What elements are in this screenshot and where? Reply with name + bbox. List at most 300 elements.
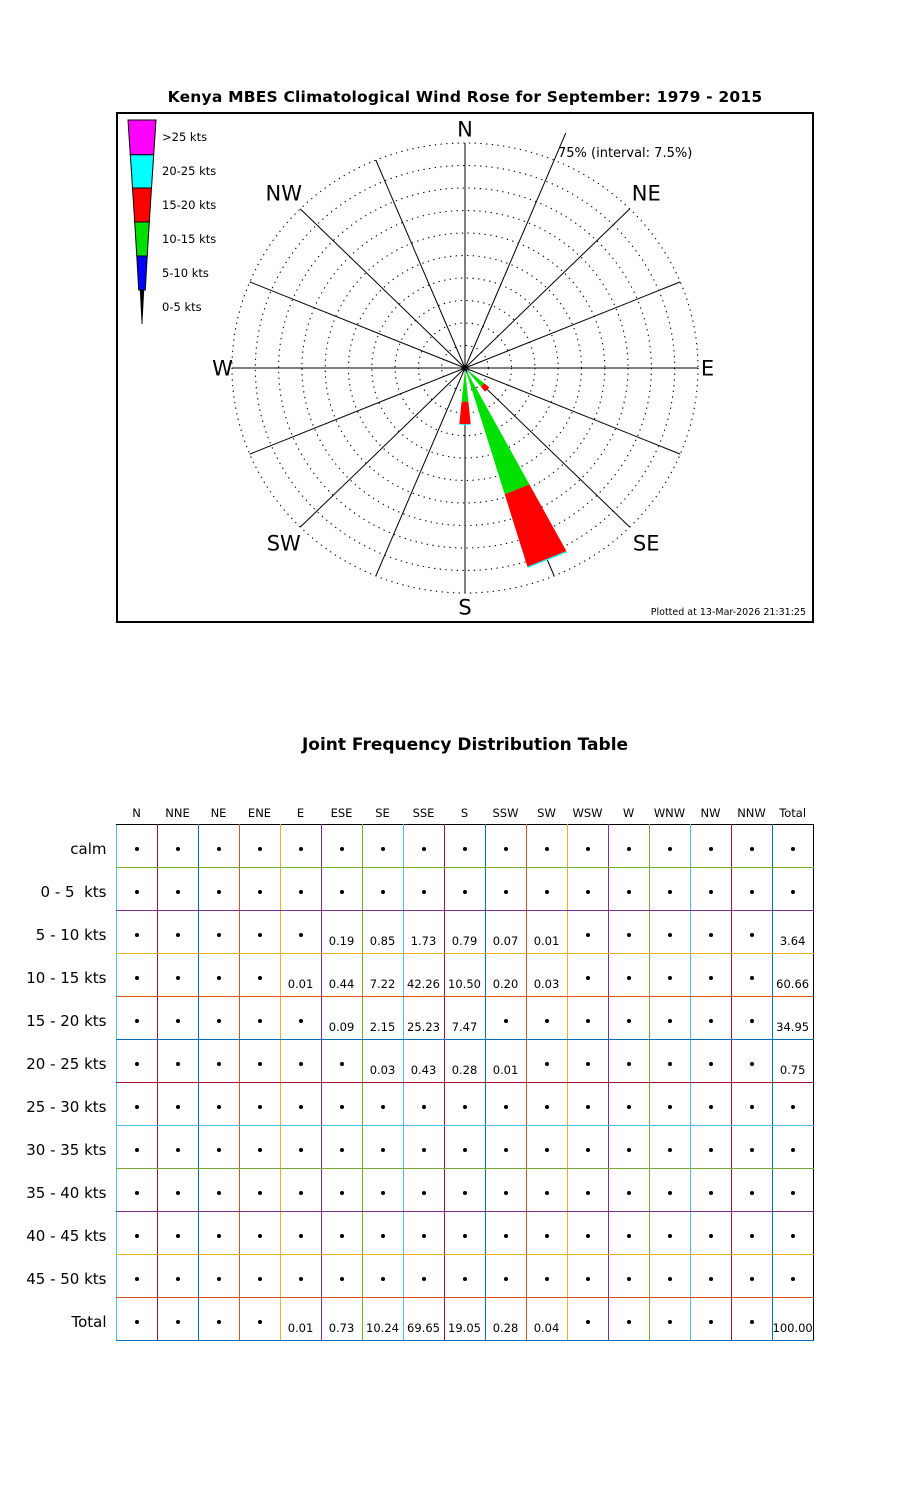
table-cell: 7.22 — [362, 953, 403, 996]
row-label: 20 - 25 kts — [26, 1055, 107, 1073]
empty-value-dot — [668, 1277, 672, 1281]
empty-value-dot — [750, 1320, 754, 1324]
empty-value-dot — [750, 1277, 754, 1281]
table-cell — [649, 910, 690, 953]
empty-value-dot — [176, 1105, 180, 1109]
empty-value-dot — [258, 1234, 262, 1238]
empty-value-dot — [463, 890, 467, 894]
empty-value-dot — [504, 1148, 508, 1152]
table-cell — [280, 996, 321, 1039]
table-cell — [690, 1168, 731, 1211]
empty-value-dot — [176, 1148, 180, 1152]
compass-label: SE — [632, 531, 660, 556]
table-cell — [567, 867, 608, 910]
table-cell — [731, 996, 772, 1039]
table-cell — [403, 1211, 444, 1254]
empty-value-dot — [627, 1105, 631, 1109]
empty-value-dot — [381, 847, 385, 851]
table-row — [24, 1254, 813, 1297]
column-header: ENE — [247, 805, 272, 820]
table-cell — [444, 867, 485, 910]
empty-value-dot — [217, 1234, 221, 1238]
table-cell — [362, 867, 403, 910]
plot-timestamp: Plotted at 13-Mar-2026 21:31:25 — [650, 607, 806, 618]
empty-value-dot — [135, 890, 139, 894]
table-cell — [321, 1125, 362, 1168]
table-cell — [567, 910, 608, 953]
table-cell — [321, 824, 362, 867]
table-cell — [321, 1254, 362, 1297]
legend-swatch — [130, 155, 153, 188]
table-cell: 0.01 — [280, 953, 321, 996]
empty-value-dot — [545, 1148, 549, 1152]
table-cell — [649, 953, 690, 996]
table-cell — [731, 1082, 772, 1125]
table-cell — [649, 1039, 690, 1082]
column-header: S — [460, 805, 469, 820]
empty-value-dot — [381, 1148, 385, 1152]
row-label: 35 - 40 kts — [26, 1184, 107, 1202]
empty-value-dot — [627, 1019, 631, 1023]
table-cell — [116, 867, 157, 910]
table-cell — [239, 824, 280, 867]
empty-value-dot — [627, 1277, 631, 1281]
table-cell — [280, 1254, 321, 1297]
table-cell — [608, 1297, 649, 1340]
empty-value-dot — [750, 1019, 754, 1023]
table-cell — [362, 1254, 403, 1297]
empty-value-dot — [586, 1234, 590, 1238]
empty-value-dot — [668, 1234, 672, 1238]
table-cell — [731, 1297, 772, 1340]
row-label: 45 - 50 kts — [26, 1270, 107, 1288]
table-cell: 0.01 — [280, 1297, 321, 1340]
table-cell — [526, 1082, 567, 1125]
table-cell — [772, 1211, 813, 1254]
table-cell — [239, 1039, 280, 1082]
table-cell — [649, 867, 690, 910]
table-cell — [485, 1125, 526, 1168]
table-cell — [649, 1082, 690, 1125]
table-cell — [444, 1211, 485, 1254]
table-cell: 0.73 — [321, 1297, 362, 1340]
empty-value-dot — [258, 976, 262, 980]
empty-value-dot — [545, 1105, 549, 1109]
table-cell — [116, 953, 157, 996]
table-cell — [362, 824, 403, 867]
empty-value-dot — [463, 847, 467, 851]
empty-value-dot — [217, 1320, 221, 1324]
table-cell — [526, 1125, 567, 1168]
empty-value-dot — [217, 1277, 221, 1281]
table-cell — [444, 824, 485, 867]
empty-value-dot — [504, 847, 508, 851]
table-cell — [157, 996, 198, 1039]
table-cell — [567, 1039, 608, 1082]
empty-value-dot — [299, 1019, 303, 1023]
empty-value-dot — [463, 1277, 467, 1281]
table-cell — [116, 1211, 157, 1254]
table-cell — [526, 1254, 567, 1297]
empty-value-dot — [299, 1062, 303, 1066]
table-cell — [690, 1125, 731, 1168]
table-cell — [362, 1125, 403, 1168]
empty-value-dot — [586, 1277, 590, 1281]
empty-value-dot — [135, 1062, 139, 1066]
table-cell — [526, 1168, 567, 1211]
empty-value-dot — [750, 1148, 754, 1152]
table-row — [24, 1125, 813, 1168]
empty-value-dot — [668, 890, 672, 894]
empty-value-dot — [381, 1277, 385, 1281]
empty-value-dot — [750, 1234, 754, 1238]
empty-value-dot — [381, 1105, 385, 1109]
empty-value-dot — [176, 1019, 180, 1023]
legend-swatch — [137, 256, 147, 290]
table-cell — [198, 1082, 239, 1125]
empty-value-dot — [750, 1105, 754, 1109]
table-cell — [485, 1168, 526, 1211]
empty-value-dot — [791, 1277, 795, 1281]
empty-value-dot — [586, 1019, 590, 1023]
empty-value-dot — [258, 933, 262, 937]
empty-value-dot — [217, 847, 221, 851]
table-cell: 60.66 — [772, 953, 813, 996]
table-cell — [239, 1254, 280, 1297]
empty-value-dot — [791, 1148, 795, 1152]
table-row — [24, 1082, 813, 1125]
empty-value-dot — [135, 1019, 139, 1023]
table-cell — [690, 867, 731, 910]
table-cell: 0.20 — [485, 953, 526, 996]
empty-value-dot — [258, 847, 262, 851]
empty-value-dot — [709, 1320, 713, 1324]
table-cell — [567, 1254, 608, 1297]
table-cell — [198, 953, 239, 996]
row-label: 25 - 30 kts — [26, 1098, 107, 1116]
table-cell — [731, 1168, 772, 1211]
rose-spoke — [250, 282, 465, 368]
table-cell — [239, 1125, 280, 1168]
empty-value-dot — [258, 890, 262, 894]
empty-value-dot — [381, 1234, 385, 1238]
table-cell: 0.01 — [526, 910, 567, 953]
table-cell — [157, 824, 198, 867]
table-header-row — [24, 798, 813, 824]
table-cell — [772, 867, 813, 910]
empty-value-dot — [422, 1191, 426, 1195]
column-header: ESE — [330, 805, 353, 820]
empty-value-dot — [709, 1105, 713, 1109]
empty-value-dot — [340, 1191, 344, 1195]
empty-value-dot — [258, 1105, 262, 1109]
table-cell — [567, 1082, 608, 1125]
table-cell — [731, 953, 772, 996]
empty-value-dot — [340, 1277, 344, 1281]
table-cell: 25.23 — [403, 996, 444, 1039]
empty-value-dot — [463, 1148, 467, 1152]
table-cell: 10.50 — [444, 953, 485, 996]
empty-value-dot — [709, 1019, 713, 1023]
table-cell — [608, 953, 649, 996]
column-header: SW — [537, 805, 556, 820]
empty-value-dot — [791, 890, 795, 894]
table-cell — [403, 1082, 444, 1125]
table-cell — [649, 1297, 690, 1340]
empty-value-dot — [299, 1105, 303, 1109]
empty-value-dot — [709, 933, 713, 937]
table-cell — [485, 867, 526, 910]
table-row — [24, 824, 813, 867]
column-header: Total — [779, 805, 807, 820]
empty-value-dot — [258, 1320, 262, 1324]
empty-value-dot — [668, 1062, 672, 1066]
empty-value-dot — [709, 1148, 713, 1152]
compass-label: S — [458, 595, 472, 620]
table-cell — [198, 1254, 239, 1297]
empty-value-dot — [299, 1191, 303, 1195]
legend-swatch — [135, 222, 150, 256]
table-cell — [608, 1039, 649, 1082]
table-cell — [526, 1211, 567, 1254]
table-cell — [608, 1125, 649, 1168]
rose-petal-band — [459, 424, 471, 425]
empty-value-dot — [627, 1234, 631, 1238]
table-cell — [649, 996, 690, 1039]
empty-value-dot — [340, 847, 344, 851]
empty-value-dot — [586, 1148, 590, 1152]
table-cell — [649, 1254, 690, 1297]
empty-value-dot — [750, 1062, 754, 1066]
empty-value-dot — [176, 890, 180, 894]
empty-value-dot — [217, 1105, 221, 1109]
table-row — [24, 953, 813, 996]
table-cell — [403, 1254, 444, 1297]
table-cell — [239, 953, 280, 996]
empty-value-dot — [709, 1234, 713, 1238]
table-cell — [690, 1082, 731, 1125]
table-cell — [690, 1211, 731, 1254]
table-cell — [321, 1039, 362, 1082]
rose-petal-band — [467, 373, 530, 495]
rose-spoke — [465, 133, 566, 368]
row-label: 30 - 35 kts — [26, 1141, 107, 1159]
table-cell — [485, 996, 526, 1039]
rose-petal-band — [459, 402, 470, 424]
empty-value-dot — [176, 933, 180, 937]
empty-value-dot — [504, 890, 508, 894]
table-cell — [198, 996, 239, 1039]
table-cell — [157, 1082, 198, 1125]
empty-value-dot — [381, 890, 385, 894]
table-cell — [239, 996, 280, 1039]
column-header: SSW — [492, 805, 519, 820]
empty-value-dot — [135, 1191, 139, 1195]
table-cell — [772, 824, 813, 867]
rose-spoke — [376, 368, 465, 576]
table-cell: 19.05 — [444, 1297, 485, 1340]
table-cell — [280, 1211, 321, 1254]
rose-spoke — [250, 368, 465, 454]
table-cell — [198, 910, 239, 953]
table-row — [24, 996, 813, 1039]
table-cell — [485, 1254, 526, 1297]
table-cell: 1.73 — [403, 910, 444, 953]
table-cell: 0.28 — [444, 1039, 485, 1082]
empty-value-dot — [750, 1191, 754, 1195]
empty-value-dot — [791, 1191, 795, 1195]
empty-value-dot — [545, 847, 549, 851]
rose-petal-band — [505, 484, 567, 566]
table-cell — [157, 953, 198, 996]
empty-value-dot — [135, 1277, 139, 1281]
empty-value-dot — [217, 1148, 221, 1152]
table-cell — [116, 910, 157, 953]
table-cell: 34.95 — [772, 996, 813, 1039]
rose-spoke — [465, 282, 680, 368]
table-cell: 0.79 — [444, 910, 485, 953]
table-cell: 0.28 — [485, 1297, 526, 1340]
table-cell — [239, 867, 280, 910]
joint-frequency-table — [24, 798, 814, 1341]
column-header: NNE — [165, 805, 190, 820]
empty-value-dot — [791, 847, 795, 851]
table-cell — [157, 1297, 198, 1340]
wind-rose-plot-box — [116, 112, 814, 623]
empty-value-dot — [463, 1191, 467, 1195]
table-cell — [321, 1082, 362, 1125]
empty-value-dot — [176, 976, 180, 980]
table-cell: 0.03 — [362, 1039, 403, 1082]
empty-value-dot — [340, 890, 344, 894]
table-cell — [157, 867, 198, 910]
legend-label: 0-5 kts — [162, 300, 202, 314]
table-cell: 0.85 — [362, 910, 403, 953]
empty-value-dot — [463, 1105, 467, 1109]
table-cell — [608, 867, 649, 910]
table-cell — [403, 867, 444, 910]
empty-value-dot — [422, 1148, 426, 1152]
table-cell — [444, 1125, 485, 1168]
empty-value-dot — [504, 1105, 508, 1109]
table-cell — [321, 1168, 362, 1211]
empty-value-dot — [709, 1277, 713, 1281]
empty-value-dot — [504, 1191, 508, 1195]
empty-value-dot — [381, 1191, 385, 1195]
compass-label: W — [212, 356, 233, 381]
compass-label: SW — [266, 531, 301, 556]
table-row — [24, 1211, 813, 1254]
empty-value-dot — [668, 1148, 672, 1152]
table-cell — [526, 824, 567, 867]
empty-value-dot — [504, 1277, 508, 1281]
empty-value-dot — [422, 847, 426, 851]
empty-value-dot — [750, 847, 754, 851]
empty-value-dot — [299, 1277, 303, 1281]
table-cell — [608, 996, 649, 1039]
empty-value-dot — [299, 890, 303, 894]
table-cell — [731, 824, 772, 867]
empty-value-dot — [422, 1277, 426, 1281]
table-cell: 0.75 — [772, 1039, 813, 1082]
table-cell — [690, 953, 731, 996]
empty-value-dot — [299, 1148, 303, 1152]
table-cell — [649, 824, 690, 867]
table-cell — [362, 1211, 403, 1254]
table-cell — [362, 1082, 403, 1125]
empty-value-dot — [668, 933, 672, 937]
table-cell — [321, 1211, 362, 1254]
table-cell — [198, 1297, 239, 1340]
rose-spoke — [376, 160, 465, 368]
empty-value-dot — [627, 933, 631, 937]
empty-value-dot — [586, 976, 590, 980]
table-cell — [649, 1125, 690, 1168]
empty-value-dot — [668, 1105, 672, 1109]
empty-value-dot — [545, 1191, 549, 1195]
joint-frequency-table-wrap — [24, 798, 814, 1341]
table-row — [24, 1039, 813, 1082]
table-cell — [239, 910, 280, 953]
empty-value-dot — [545, 1019, 549, 1023]
compass-label: NE — [631, 181, 661, 206]
table-cell — [567, 1168, 608, 1211]
table-cell — [116, 1039, 157, 1082]
table-cell — [485, 1211, 526, 1254]
legend-label: >25 kts — [162, 130, 208, 144]
table-cell — [690, 1254, 731, 1297]
table-cell: 0.01 — [485, 1039, 526, 1082]
empty-value-dot — [791, 1234, 795, 1238]
table-cell — [198, 1125, 239, 1168]
compass-label: NW — [265, 181, 303, 206]
column-header: N — [132, 805, 141, 820]
table-cell: 0.09 — [321, 996, 362, 1039]
empty-value-dot — [545, 890, 549, 894]
column-header: WNW — [653, 805, 686, 820]
table-title: Joint Frequency Distribution Table — [301, 735, 629, 755]
empty-value-dot — [463, 1234, 467, 1238]
column-header: NE — [210, 805, 227, 820]
empty-value-dot — [340, 1234, 344, 1238]
empty-value-dot — [504, 1234, 508, 1238]
table-cell: 0.44 — [321, 953, 362, 996]
table-cell — [116, 1168, 157, 1211]
empty-value-dot — [299, 1234, 303, 1238]
empty-value-dot — [668, 847, 672, 851]
table-cell — [526, 867, 567, 910]
table-cell — [690, 1039, 731, 1082]
row-label: Total — [71, 1313, 107, 1331]
table-cell — [198, 867, 239, 910]
empty-value-dot — [709, 1191, 713, 1195]
empty-value-dot — [627, 890, 631, 894]
table-cell — [772, 1082, 813, 1125]
empty-value-dot — [709, 847, 713, 851]
empty-value-dot — [299, 933, 303, 937]
table-cell — [690, 996, 731, 1039]
empty-value-dot — [709, 976, 713, 980]
empty-value-dot — [750, 976, 754, 980]
row-label: 0 - 5 kts — [40, 883, 107, 901]
rose-spoke — [300, 368, 465, 527]
empty-value-dot — [176, 1277, 180, 1281]
rose-spoke — [465, 209, 630, 368]
table-cell: 7.47 — [444, 996, 485, 1039]
empty-value-dot — [176, 1320, 180, 1324]
empty-value-dot — [340, 1062, 344, 1066]
column-header: E — [296, 805, 305, 820]
